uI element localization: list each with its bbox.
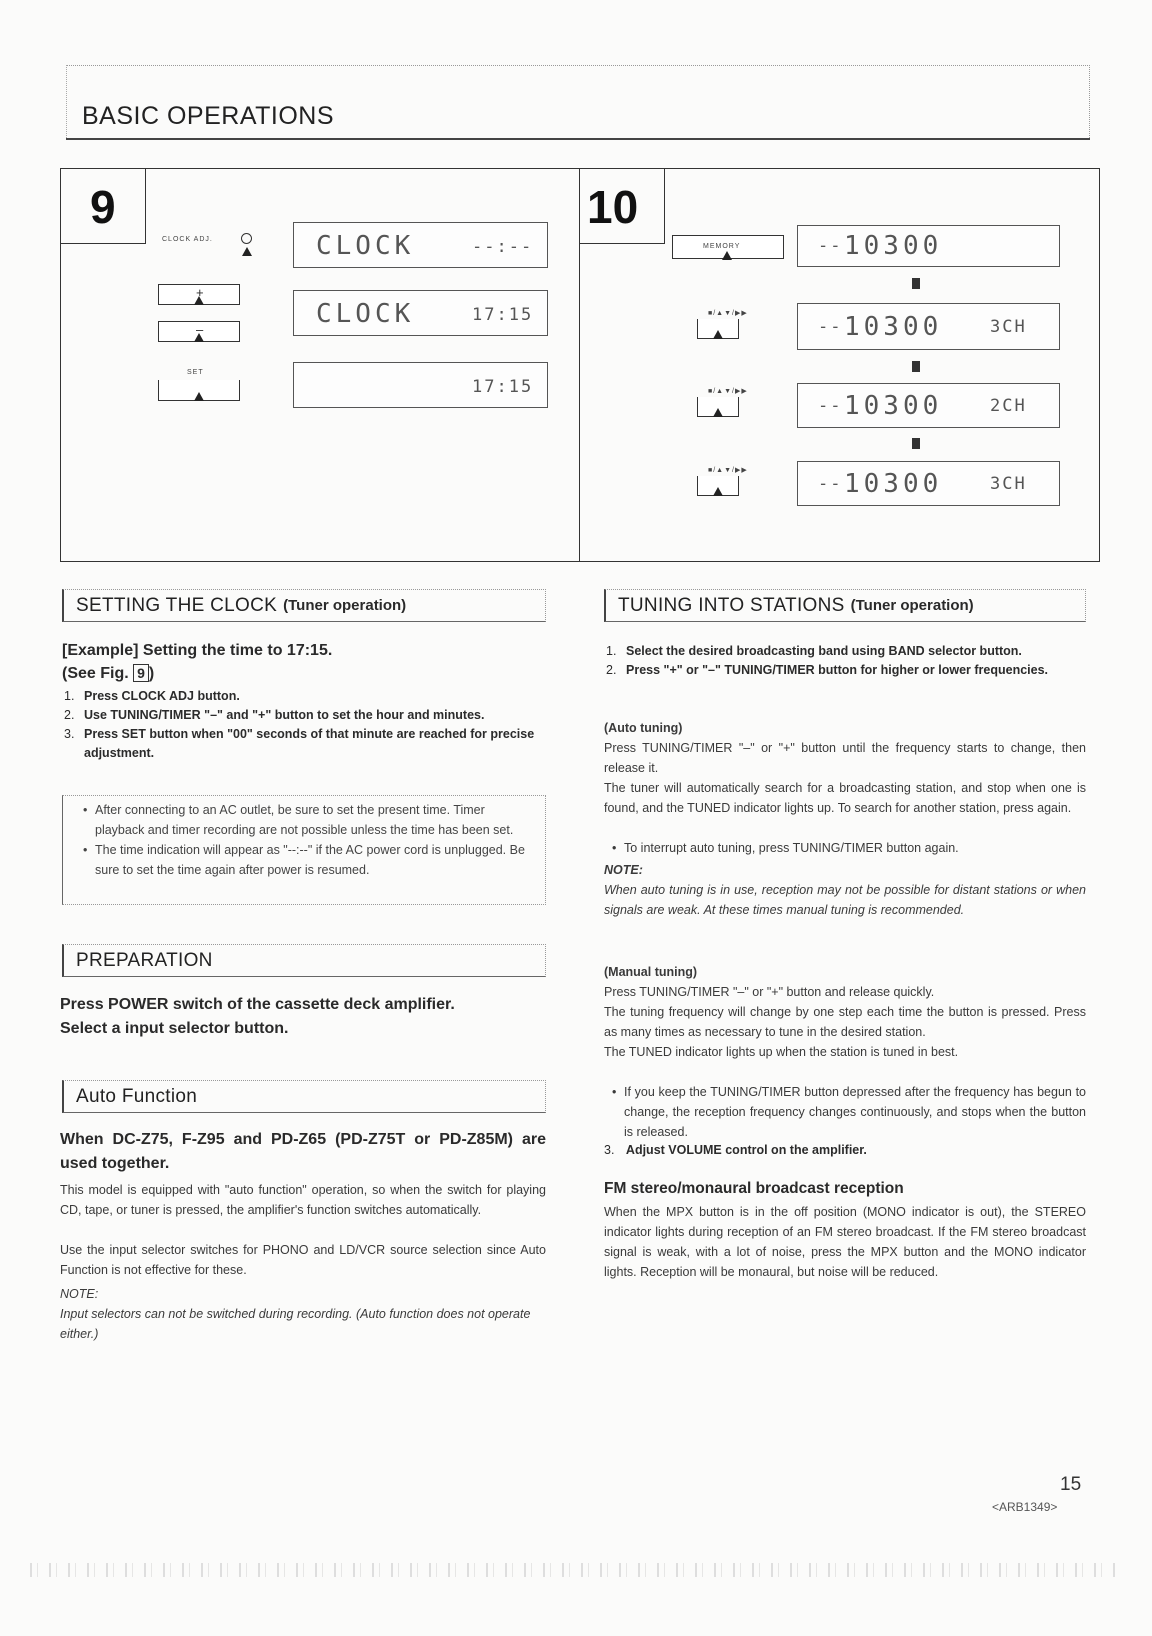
press-arrow-icon (194, 333, 204, 342)
manual-tuning-para-3: The TUNED indicator lights up when the station is tuned in best. (604, 1045, 959, 1059)
clock-note-box (62, 795, 546, 905)
press-arrow-icon (713, 330, 723, 339)
station-key-label: ■/▲▼/▶▶ (708, 388, 748, 395)
fm-heading: FM stereo/monaural broadcast reception (604, 1180, 904, 1197)
display-channel: 3CH (990, 474, 1027, 494)
step-text: Adjust VOLUME control on the amplifier. (625, 1143, 867, 1157)
auto-note-label: NOTE: (60, 1287, 99, 1301)
station-key-label: ■/▲▼/▶▶ (708, 310, 748, 317)
tuning-step-3 (604, 1140, 867, 1160)
down-arrow-icon (912, 278, 920, 289)
tuning-note-text: When auto tuning is in use, reception may not be possible for distant stations or when signals are weak. At these times manual tuning is recommended. (604, 883, 1086, 917)
display-text: CLOCK (316, 299, 415, 329)
set-label: SET (187, 369, 204, 376)
display-text: CLOCK (316, 231, 415, 261)
section-title: PREPARATION (76, 949, 213, 971)
tuning-steps (604, 642, 1086, 680)
auto-tuning-para-1: Press TUNING/TIMER "–" or "+" button until the frequency starts to change, then release it. (604, 741, 1086, 775)
display-clock-3 (293, 362, 548, 408)
section-title: TUNING INTO STATIONS (618, 594, 845, 616)
station-key-label: ■/▲▼/▶▶ (708, 467, 748, 474)
press-arrow-icon (713, 487, 723, 496)
clock-adj-label: CLOCK ADJ. (162, 236, 213, 243)
display-channel: 2CH (990, 396, 1027, 416)
display-prefix: -- (818, 317, 843, 337)
section-tuning (604, 589, 1086, 622)
display-clock-1 (293, 222, 548, 268)
scan-noise (30, 1563, 1120, 1577)
press-arrow-icon (194, 296, 204, 305)
press-arrow-icon (242, 247, 252, 256)
figure-10-number: 10 (587, 181, 639, 233)
display-frequency: 10300 (844, 391, 943, 421)
section-auto-function (62, 1080, 546, 1113)
clock-example: [Example] Setting the time to 17:15. (62, 642, 333, 659)
auto-para-2: Use the input selector switches for PHONO and LD/VCR source selection since Auto Function is not effective for these. (60, 1243, 546, 1277)
display-frequency: 10300 (844, 312, 943, 342)
auto-para-1: This model is equipped with "auto function" operation, so when the switch for playing CD, tape, or tuner is pressed, the amplifier's function switches automatically. (60, 1183, 546, 1217)
see-fig-text: (See Fig. (62, 665, 134, 682)
down-arrow-icon (912, 361, 920, 372)
display-freq-4 (797, 461, 1060, 506)
press-arrow-icon (194, 392, 204, 401)
page-number: 15 (1060, 1474, 1082, 1495)
list-item: 2. Use TUNING/TIMER "–" and "+" button to set the hour and minutes. (64, 708, 485, 722)
see-fig-end: ) (148, 665, 155, 682)
section-setting-clock (62, 589, 546, 622)
preparation-text-1: Press POWER switch of the cassette deck amplifier. (60, 996, 455, 1013)
press-arrow-icon (713, 408, 723, 417)
tuning-note-label: NOTE: (604, 863, 643, 877)
manual-tuning-label: (Manual tuning) (604, 965, 698, 979)
display-prefix: -- (818, 236, 843, 256)
note-item: • The time indication will appear as "--:--" if the AC power cord is unplugged. Be sure to set the time again after power is resumed. (85, 840, 535, 880)
minus-label: – (196, 322, 204, 337)
clock-adj-button (241, 233, 252, 244)
auto-subhead: When DC-Z75, F-Z95 and PD-Z65 (PD-Z75T or PD-Z85M) are used together. (60, 1131, 546, 1172)
list-item: 1. Press CLOCK ADJ button. (64, 689, 240, 703)
plus-label: + (196, 285, 204, 300)
page-title: BASIC OPERATIONS (82, 102, 335, 130)
auto-tuning-bullet: • To interrupt auto tuning, press TUNING/TIMER button again. (614, 838, 1086, 858)
display-time: --:-- (472, 237, 534, 257)
document-code: <ARB1349> (992, 1500, 1058, 1514)
section-title: Auto Function (76, 1085, 198, 1107)
auto-note-text: Input selectors can not be switched during recording. (Auto function does not operate either.) (60, 1307, 531, 1341)
memory-label: MEMORY (703, 243, 741, 250)
list-item: 1. Select the desired broadcasting band using BAND selector button. (606, 644, 1022, 658)
display-freq-1 (797, 225, 1060, 267)
note-item: • After connecting to an AC outlet, be sure to set the present time. Timer playback and timer recording are not possible unless the time has been set. (85, 800, 535, 840)
manual-tuning-para-2: The tuning frequency will change by one step each time the button is pressed. Press as many times as necessary to tune in the desired station. (604, 1005, 1086, 1039)
list-item: 3. Press SET button when "00" seconds of that minute are reached for precise adjustment. (64, 727, 535, 760)
see-fig-number: 9 (133, 664, 149, 682)
display-time: 17:15 (472, 377, 534, 397)
section-subtitle: (Tuner operation) (850, 597, 974, 614)
press-arrow-icon (722, 251, 732, 260)
section-subtitle: (Tuner operation) (283, 597, 407, 614)
list-item: 2. Press "+" or "–" TUNING/TIMER button for higher or lower frequencies. (606, 663, 1049, 677)
clock-see-fig (62, 662, 154, 685)
display-freq-2 (797, 303, 1060, 350)
figure-9-number: 9 (90, 181, 116, 233)
auto-tuning-para-2: The tuner will automatically search for a broadcasting station, and stop when one is found, and the TUNED indicator lights up. To search for another station, press again. (604, 781, 1086, 815)
display-time: 17:15 (472, 305, 534, 325)
section-preparation (62, 944, 546, 977)
clock-steps (62, 687, 546, 763)
manual-tuning-bullet: • If you keep the TUNING/TIMER button depressed after the frequency has begun to change, the reception frequency changes continuously, and stops when the button is released. (614, 1082, 1086, 1142)
down-arrow-icon (912, 438, 920, 449)
display-channel: 3CH (990, 317, 1027, 337)
display-prefix: -- (818, 474, 843, 494)
header-rule (66, 138, 1090, 140)
auto-tuning-label: (Auto tuning) (604, 721, 683, 735)
step-number: 3. (604, 1143, 615, 1157)
display-prefix: -- (818, 396, 843, 416)
display-freq-3 (797, 383, 1060, 428)
display-clock-2 (293, 290, 548, 336)
fm-text: When the MPX button is in the off position (MONO indicator is out), the STEREO indicator lights during reception of an FM stereo broadcast. If the FM stereo broadcast signal is weak, with a lot of noise, press the MPX button and the MONO indicator lights. Reception will be monaural, but noise will be reduced. (604, 1205, 1086, 1279)
manual-tuning-para-1: Press TUNING/TIMER "–" or "+" button and release quickly. (604, 985, 935, 999)
display-frequency: 10300 (844, 231, 943, 261)
section-title: SETTING THE CLOCK (76, 594, 278, 616)
display-frequency: 10300 (844, 469, 943, 499)
preparation-text-2: Select a input selector button. (60, 1020, 289, 1037)
